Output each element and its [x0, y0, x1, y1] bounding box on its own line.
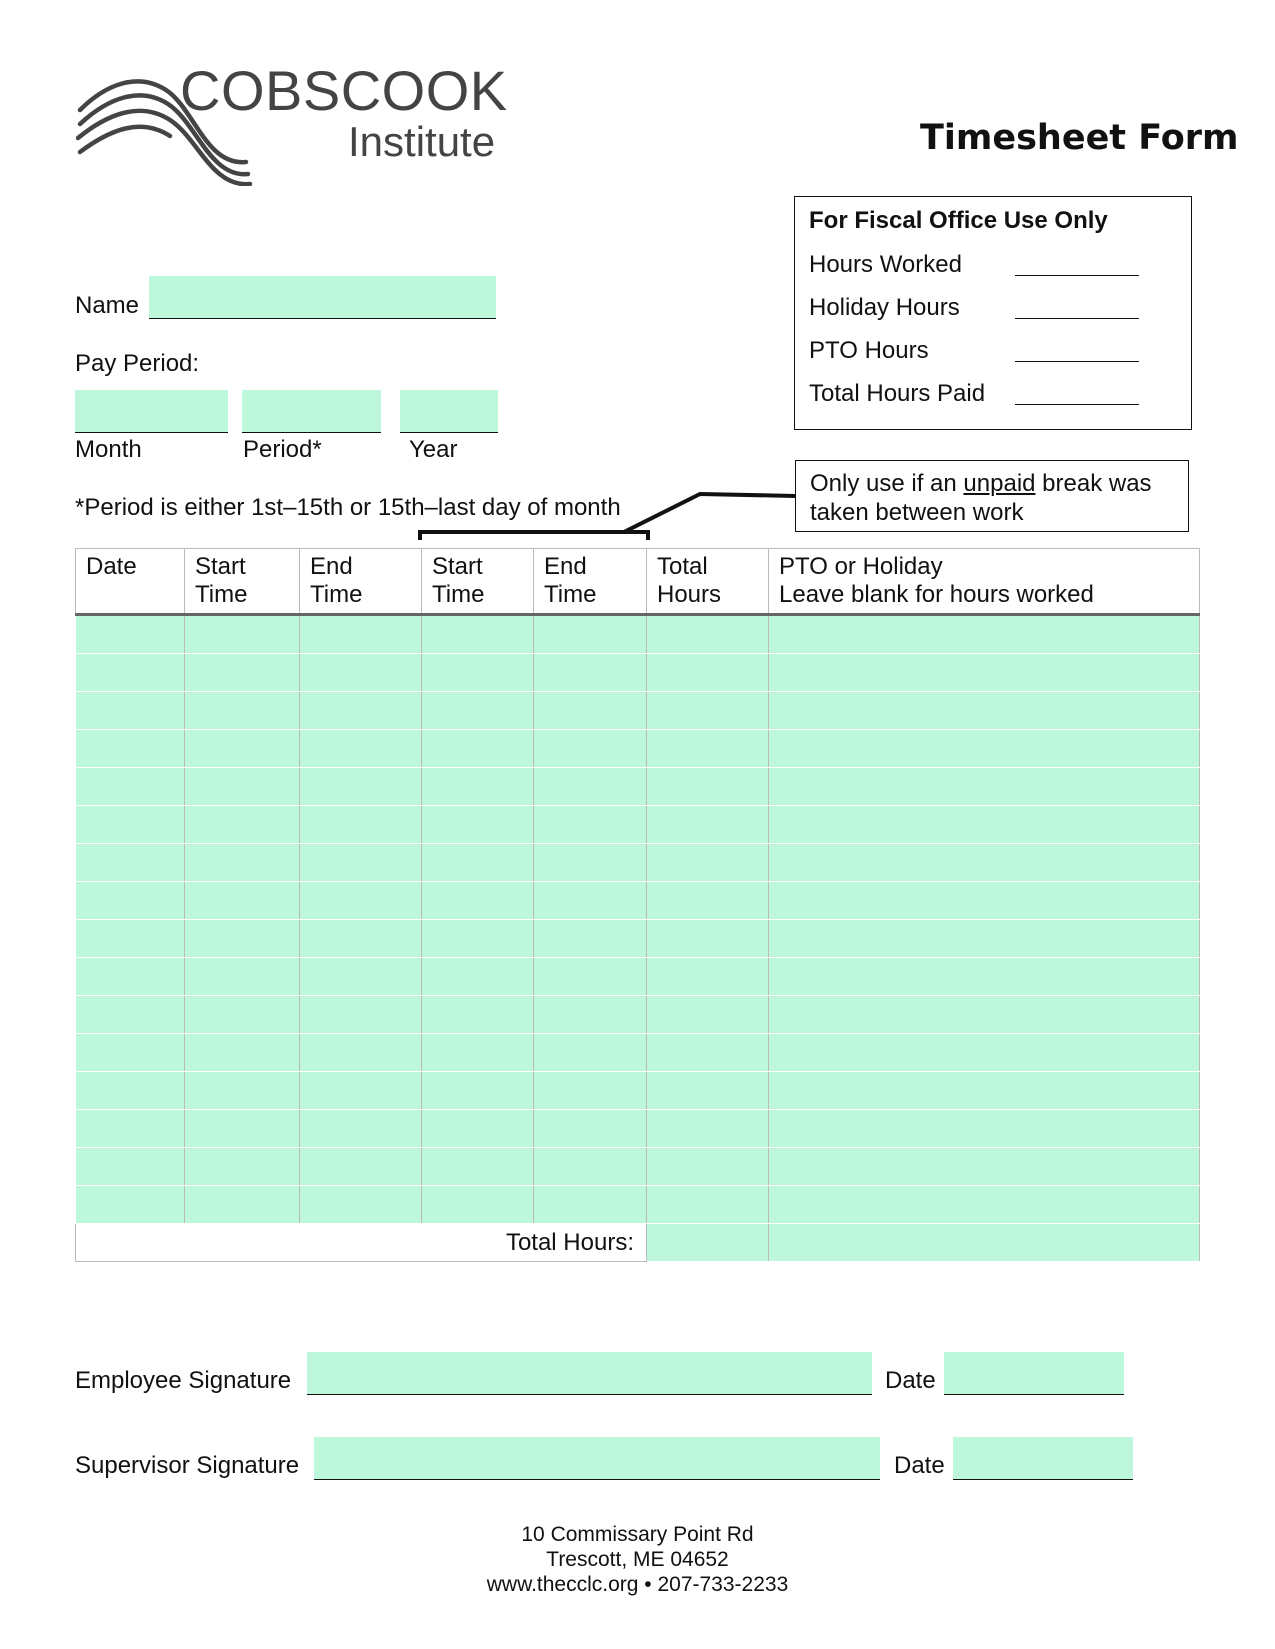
start-time-2-cell[interactable]: [422, 1034, 534, 1072]
start-time-2-cell[interactable]: [422, 958, 534, 996]
start-time-2-cell[interactable]: [422, 654, 534, 692]
note-text-line2: taken between work: [810, 499, 1024, 526]
month-field[interactable]: [75, 390, 228, 433]
pto-holiday-cell[interactable]: [769, 615, 1200, 654]
total-hours-cell[interactable]: [647, 1224, 769, 1262]
end-time-cell[interactable]: [300, 958, 422, 996]
total-hours-cell[interactable]: [647, 1186, 769, 1224]
start-time-2-cell[interactable]: [422, 768, 534, 806]
total-hours-cell[interactable]: [647, 806, 769, 844]
supervisor-date-label: Date: [894, 1452, 945, 1479]
pto-holiday-cell[interactable]: [769, 844, 1200, 882]
total-hours-cell[interactable]: [647, 1034, 769, 1072]
note-text-unpaid: unpaid: [963, 470, 1036, 497]
end-time-2-cell[interactable]: [534, 844, 647, 882]
total-hours-cell[interactable]: [647, 654, 769, 692]
start-time-2-cell[interactable]: [422, 844, 534, 882]
end-time-cell[interactable]: [300, 844, 422, 882]
supervisor-date-field[interactable]: [953, 1437, 1133, 1480]
end-time-cell[interactable]: [300, 1148, 422, 1186]
employee-date-label: Date: [885, 1367, 936, 1394]
start-time-2-cell[interactable]: [422, 1148, 534, 1186]
pto-holiday-cell[interactable]: [769, 996, 1200, 1034]
footer-address-line1: 10 Commissary Point Rd: [521, 1523, 754, 1546]
name-field[interactable]: [149, 276, 496, 319]
date-cell[interactable]: [76, 692, 185, 730]
table-row: [76, 1110, 1200, 1148]
date-cell[interactable]: [76, 920, 185, 958]
end-time-2-cell[interactable]: [534, 692, 647, 730]
start-time-cell[interactable]: [185, 1148, 300, 1186]
start-time-2-cell[interactable]: [422, 996, 534, 1034]
start-time-cell[interactable]: [185, 1072, 300, 1110]
end-time-cell[interactable]: [300, 996, 422, 1034]
start-time-2-cell[interactable]: [422, 1072, 534, 1110]
date-cell[interactable]: [76, 654, 185, 692]
note-text-before: Only use if an: [810, 470, 964, 497]
end-time-cell[interactable]: [300, 806, 422, 844]
date-cell[interactable]: [76, 996, 185, 1034]
col-header-date: Date: [76, 549, 185, 615]
table-row: [76, 1186, 1200, 1224]
pto-holiday-cell[interactable]: [769, 882, 1200, 920]
end-time-2-cell[interactable]: [534, 768, 647, 806]
start-time-cell[interactable]: [185, 1186, 300, 1224]
end-time-2-cell[interactable]: [534, 654, 647, 692]
start-time-cell[interactable]: [185, 1110, 300, 1148]
total-hours-cell[interactable]: [647, 996, 769, 1034]
total-hours-cell[interactable]: [647, 882, 769, 920]
end-time-2-cell[interactable]: [534, 615, 647, 654]
pto-holiday-cell[interactable]: [769, 692, 1200, 730]
table-header-row: [76, 549, 1200, 615]
end-time-2-cell[interactable]: [534, 730, 647, 768]
start-time-cell[interactable]: [185, 654, 300, 692]
end-time-cell[interactable]: [300, 730, 422, 768]
supervisor-signature-field[interactable]: [314, 1437, 880, 1480]
end-time-2-cell[interactable]: [534, 996, 647, 1034]
pto-holiday-cell[interactable]: [769, 806, 1200, 844]
date-cell[interactable]: [76, 844, 185, 882]
table-row: [76, 768, 1200, 806]
fiscal-line: [1015, 404, 1139, 405]
col-header-total-hours: Total Hours: [647, 549, 769, 615]
date-cell[interactable]: [76, 806, 185, 844]
start-time-cell[interactable]: [185, 806, 300, 844]
year-field[interactable]: [400, 390, 498, 433]
period-note: *Period is either 1st–15th or 15th–last day of month: [75, 494, 621, 521]
date-cell[interactable]: [76, 615, 185, 654]
total-hours-cell[interactable]: [647, 615, 769, 654]
start-time-2-cell[interactable]: [422, 1186, 534, 1224]
date-cell[interactable]: [76, 730, 185, 768]
logo-text-line1: COBSCOOK: [180, 59, 508, 122]
start-time-cell[interactable]: [185, 958, 300, 996]
total-hours-cell[interactable]: [647, 730, 769, 768]
col-header-end-time: End Time: [300, 549, 422, 615]
start-time-cell[interactable]: [185, 996, 300, 1034]
employee-date-field[interactable]: [944, 1352, 1124, 1395]
start-time-cell[interactable]: [185, 692, 300, 730]
total-hours-cell[interactable]: [647, 958, 769, 996]
start-time-cell[interactable]: [185, 920, 300, 958]
footer-contact-line: www.thecclc.org • 207-733-2233: [486, 1573, 789, 1596]
total-hours-cell[interactable]: [647, 920, 769, 958]
end-time-cell[interactable]: [300, 1072, 422, 1110]
timesheet-table: [75, 548, 1200, 1262]
year-label: Year: [409, 436, 458, 463]
table-row: [76, 654, 1200, 692]
end-time-cell[interactable]: [300, 920, 422, 958]
end-time-2-cell[interactable]: [534, 806, 647, 844]
fiscal-line: [1015, 361, 1139, 362]
month-label: Month: [75, 436, 142, 463]
table-row: [76, 996, 1200, 1034]
start-time-2-cell[interactable]: [422, 920, 534, 958]
end-time-2-cell[interactable]: [534, 1148, 647, 1186]
date-cell[interactable]: [76, 768, 185, 806]
fiscal-row-pto-hours: PTO Hours: [809, 337, 929, 364]
col-header-start-time: Start Time: [185, 549, 300, 615]
end-time-2-cell[interactable]: [534, 1186, 647, 1224]
period-field[interactable]: [242, 390, 381, 433]
bracket-connector: [410, 488, 800, 548]
unpaid-break-note: [795, 460, 1189, 532]
end-time-2-cell[interactable]: [534, 920, 647, 958]
pto-holiday-cell[interactable]: [769, 654, 1200, 692]
start-time-cell[interactable]: [185, 1034, 300, 1072]
note-text-after: break was: [1035, 470, 1152, 497]
start-time-cell[interactable]: [185, 615, 300, 654]
col-header-pto-holiday: PTO or Holiday Leave blank for hours worked: [769, 549, 1200, 615]
page-title: Timesheet Form: [920, 118, 1239, 158]
pto-holiday-cell[interactable]: [769, 1034, 1200, 1072]
table-row: [76, 920, 1200, 958]
total-hours-row: [76, 1224, 1200, 1262]
pto-holiday-cell[interactable]: [769, 1148, 1200, 1186]
total-hours-cell[interactable]: [647, 768, 769, 806]
period-label: Period*: [243, 436, 322, 463]
table-row: [76, 844, 1200, 882]
fiscal-row-total-hours-paid: Total Hours Paid: [809, 380, 986, 407]
date-cell[interactable]: [76, 1186, 185, 1224]
date-cell[interactable]: [76, 1072, 185, 1110]
start-time-2-cell[interactable]: [422, 730, 534, 768]
fiscal-line: [1015, 275, 1139, 276]
start-time-cell[interactable]: [185, 882, 300, 920]
table-row: [76, 958, 1200, 996]
fiscal-line: [1015, 318, 1139, 319]
end-time-cell[interactable]: [300, 1110, 422, 1148]
fiscal-row-hours-worked: Hours Worked: [809, 251, 962, 278]
total-hours-cell[interactable]: [647, 692, 769, 730]
date-cell[interactable]: [76, 1034, 185, 1072]
logo-text-line2: Institute: [348, 118, 496, 165]
end-time-cell[interactable]: [300, 1186, 422, 1224]
pto-holiday-cell[interactable]: [769, 1072, 1200, 1110]
end-time-2-cell[interactable]: [534, 1072, 647, 1110]
start-time-cell[interactable]: [185, 730, 300, 768]
end-time-2-cell[interactable]: [534, 1110, 647, 1148]
start-time-2-cell[interactable]: [422, 882, 534, 920]
end-time-2-cell[interactable]: [534, 882, 647, 920]
start-time-2-cell[interactable]: [422, 692, 534, 730]
pto-holiday-cell[interactable]: [769, 1186, 1200, 1224]
fiscal-heading: For Fiscal Office Use Only: [809, 207, 1108, 234]
pto-holiday-cell[interactable]: [769, 1110, 1200, 1148]
footer-address-line2: Trescott, ME 04652: [546, 1548, 729, 1571]
table-row: [76, 1148, 1200, 1186]
table-row: [76, 692, 1200, 730]
total-hours-cell[interactable]: [647, 1072, 769, 1110]
end-time-cell[interactable]: [300, 882, 422, 920]
employee-signature-label: Employee Signature: [75, 1367, 292, 1394]
date-cell[interactable]: [76, 882, 185, 920]
employee-signature-field[interactable]: [307, 1352, 872, 1395]
end-time-cell[interactable]: [300, 692, 422, 730]
table-row: [76, 615, 1200, 654]
total-hours-label: Total Hours:: [76, 1224, 647, 1262]
pay-period-label: Pay Period:: [75, 350, 200, 377]
end-time-cell[interactable]: [300, 768, 422, 806]
supervisor-signature-label: Supervisor Signature: [75, 1452, 300, 1479]
col-header-end-time-2: End Time: [534, 549, 647, 615]
total-hours-cell[interactable]: [647, 1110, 769, 1148]
end-time-2-cell[interactable]: [534, 958, 647, 996]
start-time-2-cell[interactable]: [422, 806, 534, 844]
table-row: [76, 1034, 1200, 1072]
table-row: [76, 730, 1200, 768]
col-header-start-time-2: Start Time: [422, 549, 534, 615]
date-cell[interactable]: [76, 958, 185, 996]
start-time-cell[interactable]: [185, 844, 300, 882]
start-time-cell[interactable]: [185, 768, 300, 806]
total-pto-cell[interactable]: [769, 1224, 1200, 1262]
name-label: Name: [75, 292, 140, 319]
start-time-2-cell[interactable]: [422, 1110, 534, 1148]
end-time-cell[interactable]: [300, 1034, 422, 1072]
table-row: [76, 806, 1200, 844]
date-cell[interactable]: [76, 1110, 185, 1148]
end-time-cell[interactable]: [300, 615, 422, 654]
pto-holiday-cell[interactable]: [769, 920, 1200, 958]
end-time-cell[interactable]: [300, 654, 422, 692]
date-cell[interactable]: [76, 1148, 185, 1186]
table-row: [76, 882, 1200, 920]
fiscal-office-box: [794, 196, 1192, 430]
pto-holiday-cell[interactable]: [769, 768, 1200, 806]
pto-holiday-cell[interactable]: [769, 730, 1200, 768]
table-row: [76, 1072, 1200, 1110]
pto-holiday-cell[interactable]: [769, 958, 1200, 996]
total-hours-cell[interactable]: [647, 1148, 769, 1186]
fiscal-row-holiday-hours: Holiday Hours: [809, 294, 960, 321]
total-hours-cell[interactable]: [647, 844, 769, 882]
start-time-2-cell[interactable]: [422, 615, 534, 654]
end-time-2-cell[interactable]: [534, 1034, 647, 1072]
